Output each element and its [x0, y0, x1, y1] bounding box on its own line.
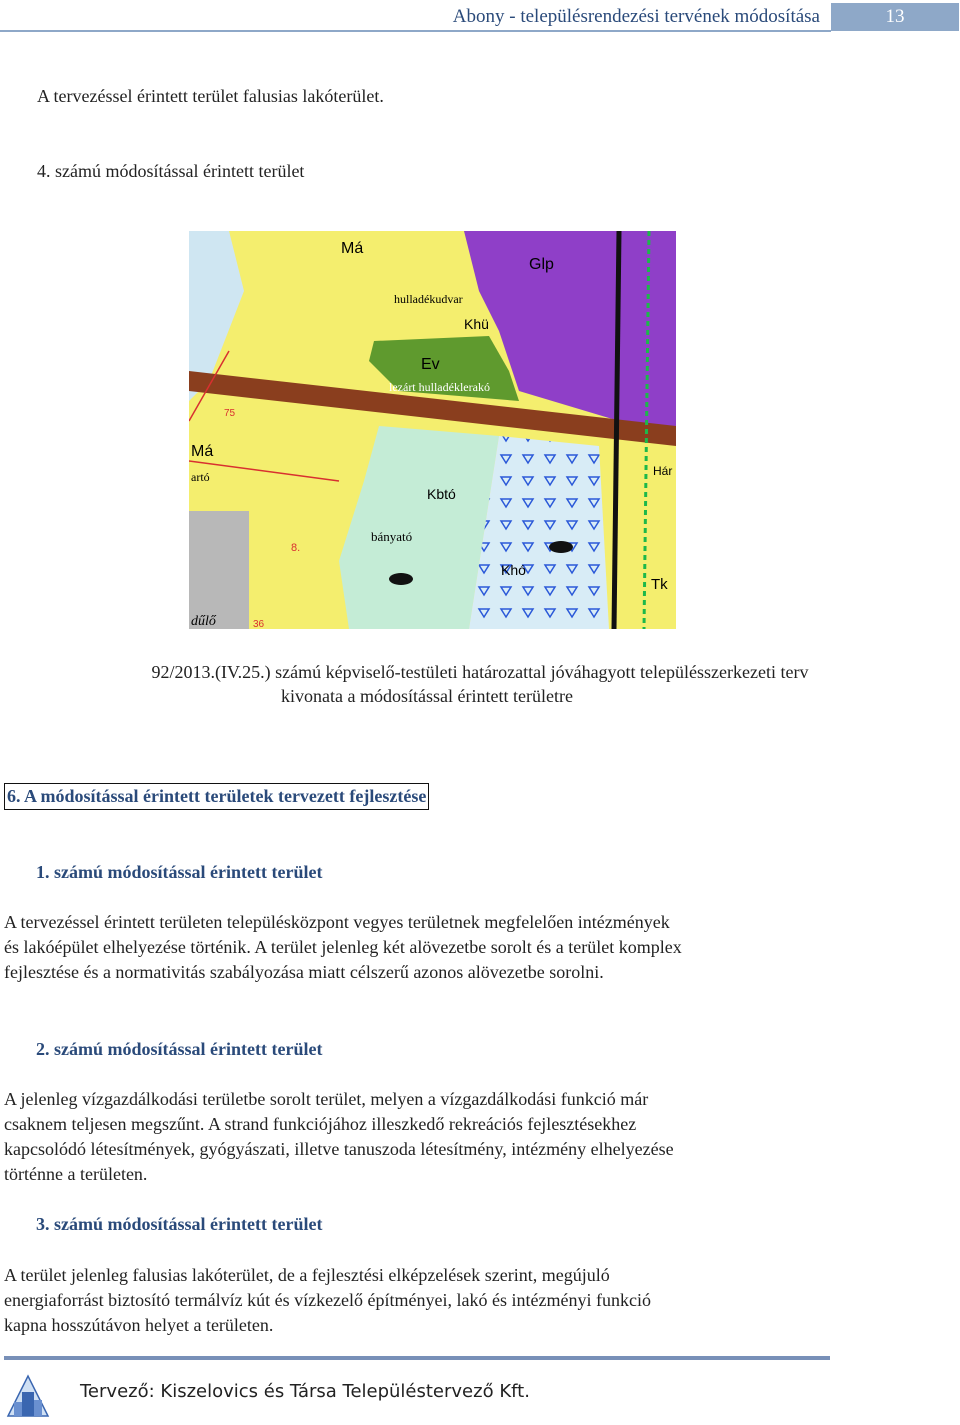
map-label-kbto: Kbtó: [427, 486, 456, 502]
map-label-arto: artó: [191, 470, 210, 484]
s1-line: A tervezéssel érintett területen településközpont vegyes területnek megfelelően intézmények: [4, 912, 670, 932]
map-label-lezart: lezárt hulladéklerakó: [389, 380, 490, 394]
s1-line: fejlesztése és a normativitás szabályozása miatt célszerű azonos alövezetbe sorolni.: [4, 962, 604, 982]
s2-line: kapcsolódó létesítmények, gyógyászati, illetve tanuszoda létesítmény, intézmény elhelyezése: [4, 1139, 674, 1159]
fish-icon-2: [549, 541, 573, 553]
heading-4: 4. számú módosítással érintett terület: [37, 161, 305, 181]
footer-text: Tervező: Kiszelovics és Társa Településtervező Kft.: [80, 1381, 530, 1402]
s2-line: A jelenleg vízgazdálkodási területbe sorolt terület, melyen a vízgazdálkodási funkció már: [4, 1089, 649, 1109]
map-label-kho: Khó: [501, 562, 526, 578]
footer-divider: [4, 1356, 830, 1360]
map-label-75: 75: [224, 408, 236, 419]
map-label-khu: Khü: [464, 316, 489, 332]
s3-heading: 3. számú módosítással érintett terület: [36, 1214, 323, 1234]
page-number: 13: [831, 3, 959, 31]
map-label-tk: Tk: [651, 576, 668, 593]
map-label-dulo: dűlő: [191, 614, 216, 629]
map-label-ev: Ev: [421, 356, 440, 373]
section-6-heading: 6. A módosítással érintett területek tervezett fejlesztése: [4, 783, 429, 810]
s2-line: csaknem teljesen megszűnt. A strand funkciójához illeszkedő rekreációs fejlesztésekhez: [4, 1114, 637, 1134]
s2-line: történne a területen.: [4, 1164, 148, 1184]
s1-heading: 1. számú módosítással érintett terület: [36, 862, 323, 882]
s1-line: és lakóépület elhelyezése történik. A terület jelenleg két alövezetbe sorolt és a terület komplex: [4, 937, 682, 957]
map-label-banyato: bányató: [371, 529, 413, 544]
map-label-8: 8.: [291, 542, 301, 554]
s3-line: A terület jelenleg falusias lakóterület, de a fejlesztési elképzelések szerint, megújuló: [4, 1265, 610, 1285]
map-label-ma-left: Má: [191, 443, 214, 460]
header-divider: [0, 30, 831, 32]
map-label-glp: Glp: [529, 256, 554, 273]
map-label-har: Hár: [653, 464, 673, 478]
map-label-hulladekudvar: hulladékudvar: [394, 292, 463, 306]
fish-icon: [389, 573, 413, 585]
map-label-36: 36: [253, 619, 265, 629]
zoning-map: [189, 231, 676, 629]
map-label-ma-top: Má: [341, 240, 364, 257]
map-svg: [189, 231, 676, 629]
intro-line: A tervezéssel érintett terület falusias lakóterület.: [37, 86, 384, 106]
map-gray-area: [189, 511, 249, 629]
header-title: Abony - településrendezési tervének módosítása: [452, 6, 820, 27]
s3-line: energiaforrást biztosító termálvíz kút és vízkezelő építményei, lakó és intézményi funkció: [4, 1290, 651, 1310]
map-caption-line1: 92/2013.(IV.25.) számú képviselő-testületi határozattal jóváhagyott településszerkezeti terv: [151, 662, 809, 682]
map-caption-line2: kivonata a módosítással érintett területre: [281, 686, 573, 706]
company-logo-icon: [4, 1370, 54, 1420]
s2-heading: 2. számú módosítással érintett terület: [36, 1039, 323, 1059]
s3-line: kapna hosszútávon helyet a területen.: [4, 1315, 274, 1335]
